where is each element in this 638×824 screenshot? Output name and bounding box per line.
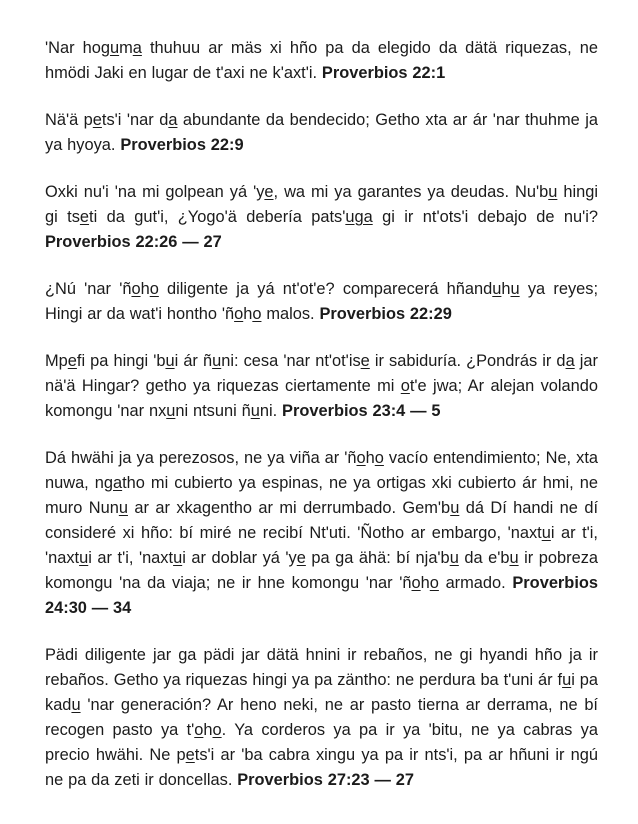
underlined-letter: o [411,574,421,592]
underlined-letter: e [360,352,370,370]
verse-text: i ar doblar yá 'y [182,549,297,567]
underlined-letter: e [92,111,102,129]
verse-text: Nä'ä p [45,111,93,129]
underlined-letter: o [356,449,366,467]
verse-text: Mp [45,352,68,370]
verse-text: , wa mi ya garantes ya deudas. Nu'b [273,183,549,201]
underlined-letter: o [400,377,410,395]
verse-paragraph [45,446,598,621]
underlined-letter: o [194,721,204,739]
verse-paragraph [45,36,598,86]
verse-text: Pädi diligente jar ga pädi jar dätä hnini ir rebaños, ne gi hyandi hño ja ir rebaños. Getho ya riquezas hingi ya pa zäntho: ne perdura ba t'uni ár f [45,646,598,689]
verse-text: hingi gi ts [45,183,598,226]
verse-reference: Proverbios 22:9 [120,136,244,154]
underlined-letter: u [541,524,551,542]
underlined-letter: u [548,183,558,201]
verse-text: m [119,39,133,57]
underlined-letter: e [67,352,77,370]
verse-paragraph [45,108,598,158]
verse-paragraph [45,643,598,793]
underlined-letter: a [132,39,142,57]
underlined-letter: u [562,671,572,689]
verse-text: 'Nar hog [45,39,110,57]
verse-text: fi pa hingi 'b [76,352,166,370]
verse-text: t'e jwa; Ar alejan volando komongu 'nar nx [45,377,598,420]
verse-text: vacío entendimiento; Ne, xta nuwa, ng [45,449,598,492]
underlined-letter: o [234,305,244,323]
underlined-letter: u [449,549,459,567]
verse-text: h [140,280,150,298]
verse-reference: Proverbios 22:26 — 27 [45,233,222,251]
underlined-letter: o [149,280,159,298]
verse-reference: Proverbios 24:30 — 34 [45,574,599,617]
verse-text: ir pobreza komongu 'na da viaja; ne ir hne komongu 'nar 'ñ [45,549,599,592]
verse-text: ar ar xkagentho ar mi derrumbado. Gem'b [127,499,451,517]
underlined-letter: o [131,280,141,298]
verse-reference: Proverbios 27:23 — 27 [237,771,414,789]
underlined-letter: u [250,402,260,420]
verse-text: i pa kad [45,671,598,714]
verse-text: i ár ñ [174,352,213,370]
underlined-letter: o [212,721,222,739]
verse-paragraph [45,277,598,327]
underlined-letter: a [168,111,178,129]
underlined-letter: e [296,549,306,567]
underlined-letter: e [185,746,195,764]
underlined-letter: u [450,499,460,517]
verse-text: ni. [259,402,283,420]
underlined-letter: u [79,549,89,567]
verse-paragraph [45,180,598,255]
verse-paragraph [45,349,598,424]
verse-reference: Proverbios 22:1 [321,64,446,82]
underlined-letter: u [71,696,81,714]
verse-text: abundante da bendecido; Getho xta ar ár 'nar thuhme ja ya hyoya. [45,111,599,154]
verse-text: h [420,574,430,592]
underlined-letter: e [264,183,274,201]
verse-text: h [243,305,253,323]
underlined-letter: uga [345,208,373,226]
underlined-letter: u [509,549,519,567]
underlined-letter: u [109,39,120,57]
verse-text: i ar t'i, 'naxt [45,524,598,567]
underlined-letter: o [252,305,262,323]
verse-text: 'nar generación? Ar heno neki, ne ar pasto tierna ar derrama, ne bí recogen pasto ya t' [45,696,598,739]
underlined-letter: u [510,280,520,298]
verse-reference: Proverbios 22:29 [319,305,452,323]
document-page [45,36,598,815]
verse-text: ¿Nú 'nar 'ñ [45,280,132,298]
verse-reference: Proverbios 23:4 — 5 [282,402,441,420]
verse-text: jar nä'ä Hingar? getho ya riquezas ciertamente mi [45,352,598,395]
verse-text: . Ya corderos ya pa ir ya 'bitu, ne ya cabras ya precio hwähi. Ne p [45,721,598,764]
underlined-letter: u [212,352,222,370]
verse-text: ni: cesa 'nar nt'ot'is [221,352,361,370]
verse-text: diligente ja yá nt'ot'e? comparecerá hñand [158,280,493,298]
verse-text: pa ga ähä: bí nja'b [305,549,450,567]
underlined-letter: o [374,449,384,467]
verse-text: h [365,449,375,467]
verse-text: ir sabiduría. ¿Pondrás ir d [369,352,566,370]
verse-text: h [501,280,511,298]
verse-text: malos. [261,305,320,323]
underlined-letter: u [173,549,183,567]
verse-text: thuhuu ar mäs xi hño pa da elegido da dätä riquezas, ne hmödi Jaki en lugar de t'axi ne k'axt'i. [45,39,598,82]
underlined-letter: a [565,352,575,370]
verse-text: ts'i ar 'ba cabra xingu ya pa ir nts'i, pa ar hñuni ir ngú ne pa da zeti ir doncellas. [45,746,598,789]
verse-text: ni ntsuni ñ [175,402,251,420]
verse-text: i ar t'i, 'naxt [88,549,174,567]
verse-text: Dá hwähi ja ya perezosos, ne ya viña ar 'ñ [45,449,357,467]
verse-text: gi ir nt'ots'i debajo de nu'i? [372,208,598,226]
underlined-letter: a [113,474,123,492]
verse-text: armado. [438,574,513,592]
underlined-letter: u [165,352,175,370]
verse-text: dá Dí handi ne dí consideré xi hño: bí miré ne recibí Nt'uti. 'Ñotho ar embargo, 'naxt [45,499,598,542]
verse-text: ti da gut'i, ¿Yogo'ä debería pats' [89,208,346,226]
underlined-letter: o [429,574,439,592]
underlined-letter: u [118,499,128,517]
verse-text: h [203,721,213,739]
verse-text: tho mi cubierto ya espinas, ne ya ortigas xki cubierto ár hmi, ne muro Nun [45,474,598,517]
verse-text: ya reyes; Hingi ar da wat'i hontho 'ñ [45,280,598,323]
underlined-letter: u [492,280,502,298]
underlined-letter: u [166,402,176,420]
verse-text: ts'i 'nar d [101,111,169,129]
underlined-letter: e [79,208,90,226]
verse-text: da e'b [458,549,510,567]
verse-text: Oxki nu'i 'na mi golpean yá 'y [45,183,265,201]
